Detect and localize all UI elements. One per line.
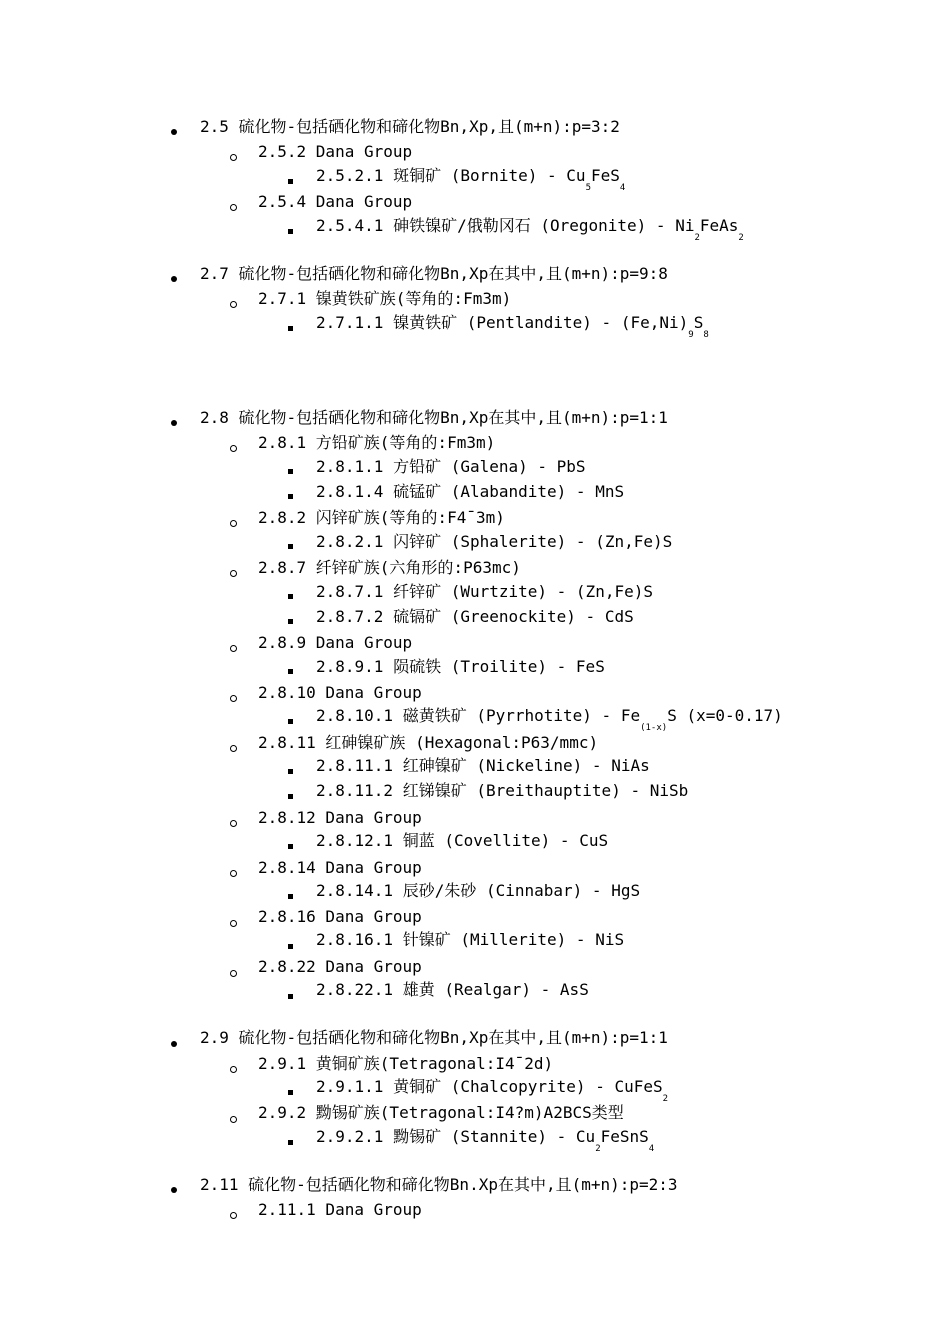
list-bullet-hollow <box>230 820 237 827</box>
list-bullet-square <box>288 719 293 724</box>
group-title: 2.8.11 红砷镍矿族 (Hexagonal:P63/mmc) <box>258 733 599 752</box>
list-bullet-square <box>288 179 293 184</box>
list-bullet-filled <box>171 1187 177 1193</box>
list-bullet-square <box>288 844 293 849</box>
list-item: 2.9.2.1 黝锡矿 (Stannite) - $Cu_2FeSnS_4$ <box>316 1127 655 1154</box>
list-item: 2.8.22.1 雄黄 (Realgar) - AsS <box>316 980 589 999</box>
list-bullet-square <box>288 1140 293 1145</box>
list-bullet-filled <box>171 1041 177 1047</box>
list-item: 2.8.16.1 针镍矿 (Millerite) - NiS <box>316 930 625 949</box>
list-bullet-hollow <box>230 445 237 452</box>
list-bullet-hollow <box>230 301 237 308</box>
section-title: 2.11 硫化物-包括硒化物和碲化物Bn.Xp在其中,且(m+n):p=2:3 <box>200 1175 678 1194</box>
list-bullet-hollow <box>230 1212 237 1219</box>
list-bullet-hollow <box>230 745 237 752</box>
group-title: 2.8.7 纤锌矿族(六角形的:P63mc) <box>258 558 521 577</box>
section-title: 2.8 硫化物-包括硒化物和碲化物Bn,Xp在其中,且(m+n):p=1:1 <box>200 408 668 427</box>
list-item: 2.8.12.1 铜蓝 (Covellite) - CuS <box>316 831 609 850</box>
group-title: 2.11.1 Dana Group <box>258 1200 422 1219</box>
group-title: 2.8.10 Dana Group <box>258 683 422 702</box>
group-title: 2.8.22 Dana Group <box>258 957 422 976</box>
group-title: 2.9.2 黝锡矿族(Tetragonal:I4?m)A2BCS类型 <box>258 1103 624 1122</box>
list-bullet-hollow <box>230 970 237 977</box>
list-bullet-square <box>288 494 293 499</box>
list-bullet-filled <box>171 129 177 135</box>
list-item: 2.8.11.1 红砷镍矿 (Nickeline) - NiAs <box>316 756 650 775</box>
list-bullet-hollow <box>230 1066 237 1073</box>
list-item: 2.8.1.4 硫锰矿 (Alabandite) - MnS <box>316 482 625 501</box>
list-bullet-hollow <box>230 695 237 702</box>
group-title: 2.8.1 方铅矿族(等角的:Fm3m) <box>258 433 496 452</box>
group-title: 2.8.16 Dana Group <box>258 907 422 926</box>
list-item: 2.8.10.1 磁黄铁矿 (Pyrrhotite) - $Fe_{(1-x)}S$ (x=0-0.17) <box>316 706 783 733</box>
list-item: 2.8.7.2 硫镉矿 (Greenockite) - CdS <box>316 607 634 626</box>
list-item: 2.5.4.1 砷铁镍矿/俄勒冈石 (Oregonite) - $Ni_2FeAs_2$ <box>316 216 744 243</box>
list-bullet-square <box>288 544 293 549</box>
section-title: 2.9 硫化物-包括硒化物和碲化物Bn,Xp在其中,且(m+n):p=1:1 <box>200 1028 668 1047</box>
list-item: 2.8.7.1 纤锌矿 (Wurtzite) - (Zn,Fe)S <box>316 582 653 601</box>
list-bullet-square <box>288 669 293 674</box>
list-item: 2.5.2.1 斑铜矿 (Bornite) - $Cu_5FeS_4$ <box>316 166 626 193</box>
group-title: 2.9.1 黄铜矿族(Tetragonal:I4¯2d) <box>258 1054 554 1073</box>
list-bullet-filled <box>171 420 177 426</box>
list-bullet-square <box>288 1090 293 1095</box>
list-bullet-square <box>288 944 293 949</box>
list-bullet-square <box>288 894 293 899</box>
list-bullet-square <box>288 994 293 999</box>
list-bullet-hollow <box>230 645 237 652</box>
group-title: 2.8.12 Dana Group <box>258 808 422 827</box>
list-bullet-square <box>288 769 293 774</box>
group-title: 2.7.1 镍黄铁矿族(等角的:Fm3m) <box>258 289 512 308</box>
list-bullet-hollow <box>230 920 237 927</box>
list-bullet-hollow <box>230 1116 237 1123</box>
list-item: 2.8.11.2 红锑镍矿 (Breithauptite) - NiSb <box>316 781 689 800</box>
list-item: 2.9.1.1 黄铜矿 (Chalcopyrite) - CuFeS$_2$ <box>316 1077 669 1104</box>
list-bullet-hollow <box>230 570 237 577</box>
group-title: 2.8.2 闪锌矿族(等角的:F4¯3m) <box>258 508 505 527</box>
list-item: 2.7.1.1 镍黄铁矿 (Pentlandite) - $(Fe,Ni)_9S_8$ <box>316 313 709 340</box>
list-bullet-square <box>288 326 293 331</box>
group-title: 2.8.14 Dana Group <box>258 858 422 877</box>
list-bullet-filled <box>171 276 177 282</box>
list-bullet-square <box>288 594 293 599</box>
group-title: 2.8.9 Dana Group <box>258 633 413 652</box>
list-bullet-hollow <box>230 154 237 161</box>
group-title: 2.5.2 Dana Group <box>258 142 413 161</box>
list-bullet-square <box>288 619 293 624</box>
list-item: 2.8.9.1 陨硫铁 (Troilite) - FeS <box>316 657 605 676</box>
list-bullet-hollow <box>230 870 237 877</box>
list-bullet-hollow <box>230 520 237 527</box>
list-bullet-hollow <box>230 204 237 211</box>
list-bullet-square <box>288 229 293 234</box>
section-title: 2.7 硫化物-包括硒化物和碲化物Bn,Xp在其中,且(m+n):p=9:8 <box>200 264 668 283</box>
list-item: 2.8.1.1 方铅矿 (Galena) - PbS <box>316 457 586 476</box>
list-item: 2.8.2.1 闪锌矿 (Sphalerite) - (Zn,Fe)S <box>316 532 673 551</box>
list-bullet-square <box>288 469 293 474</box>
list-bullet-square <box>288 794 293 799</box>
group-title: 2.5.4 Dana Group <box>258 192 413 211</box>
section-title: 2.5 硫化物-包括硒化物和碲化物Bn,Xp,且(m+n):p=3:2 <box>200 117 620 136</box>
list-item: 2.8.14.1 辰砂/朱砂 (Cinnabar) - HgS <box>316 881 641 900</box>
